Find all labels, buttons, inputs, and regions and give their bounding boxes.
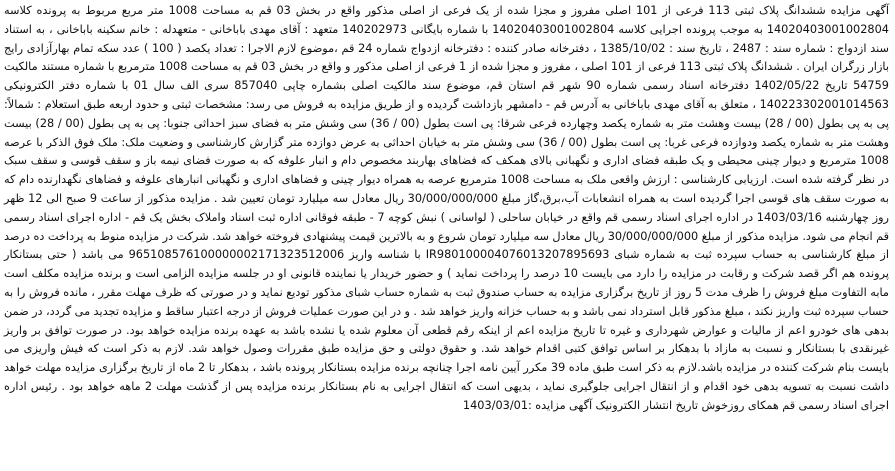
auction-notice-text: آگهی مزایده ششدانگ پلاک ثبتی 113 فرعی از 101 اصلی مفروز و مجزا شده از یک فرعی از اصلی مذکور واقع در بخش 03 قم به مساحت 1008 متر مربع مربوط به پرونده کلاسه 14020403001002804 به موجب پرونده اجرایی کلاسه 14020403001002804 با شماره بایگانی 140202973 متعهد : آقای مهدی باباخانی - متعهدله : خانم سکینه باباخانی ، به استناد سند ازدواج : شماره سند : 2487 ، تاریخ سند : 1385/10/02 ، دفترخانه صادر کننده : دفترخانه ازدواج شماره 24 قم ،موضوع لازم الاجرا : تعداد یکصد ( 100 ) عدد سکه تمام بهارآزادی رایج بازار زرگران ایران . ششدانگ پلاک ثبتی 113 فرعی از 101 اصلی ، مفروز و مجزا شده از 1 فرعی از اصلی مذکور و واقع در بخش 03 قم به مساحت 1008 مترمربع با شماره مستند مالکیت 54759 تاریخ 1402/05/22 دفترخانه اسناد رسمی شماره 90 شهر قم استان قم، موضوع سند مالکیت اصلی بشماره چاپی 857040 سری الف سال 01 با شماره دفتر الکترونیکی 140223302001014563 ، متعلق به آقای مهدی باباخانی به آدرس قم - دامشهر بازداشت گردیده و از طریق مزایده به فروش می رسد: مشخصات ثبتی و حدود اربعه طبق استعلام : شمالاً: پی به پی بطول (00 / 28) بیست وهشت متر به شماره یکصد وچهارده فرعی شرقا: پی است بطول (00 / 36) سی وشش متر به فضای سبز احداثی جنوبا: پی به پی بطول (00 / 28) بیست وهشت متر به شماره یکصد ودوازده فرعی غربا: پی است بطول (00 / 36) سی وشش متر به خیابان احداثی به عرض دوازده متر گزارش کارشناسی و وضعیت ملک: ملک فوق الذکر با عرصه 1008 مترمربع و دیوار چینی محیطی و یک طبقه فضای اداری و نگهبانی بالای همکف که فضاهای بهاربند مخصوص دام و انبار علوفه که به صورت فضای نیمه باز و سقف قوسی و سقف سبک در نظر گرفته شده است. ارزیابی کارشناسی : ارزش واقعی ملک به مساحت 1008 مترمربع عرصه به همراه دیوار چینی و فضاهای اداری و نگهبانی انبارهای علوفه و فضاهای نگهدارنده دام که به صورت سقف های قوسی اجرا گردیده است به همراه انشعابات آب،برق،گاز مبلغ 30/000/000/000 ریال معادل سه میلیارد تومان تعیین شد . مزایده مذکور از ساعت 9 صبح الی 12 ظهر روز چهارشنبه 1403/03/16 در اداره اجرای اسناد رسمی قم واقع در خیابان ساحلی ( لواسانی ) نبش کوچه 7 - طبقه فوقانی اداره ثبت اسناد واملاک بخش یک قم - اداره اجرای اسناد رسمی قم انجام می شود. مزایده مذکور از مبلغ 30/000/000/000 ریال معادل سه میلیارد تومان شروع و به بالاترین قیمت پیشنهادی فروخته خواهد شد. شرکت در مزایده منوط به پرداخت ده درصد از مبلغ کارشناسی به حساب سپرده ثبت به شماره شبای IR980100004076013207895693 با شناسه واریز 965108576100000002171323512006 می باشد ( حتی بستانکار پرونده هم اگر قصد شرکت و رقابت در مزایده را دارد می بایست 10 درصد را پرداخت نماید ) و حضور خریدار یا نماینده قانونی او در جلسه مزایده الزامی است و برنده مزایده مکلف است مابه التفاوت مبلغ فروش را ظرف مدت 5 روز از تاریخ برگزاری مزایده به حساب صندوق ثبت به شماره حساب شبای مذکور تودیع نماید و در صورتی که ظرف مهلت مقرر ، مانده فروش را به حساب سپرده ثبت واریز نکند ، مبلغ مذکور قابل استرداد نمی باشد و به حساب خزانه واریز خواهد شد . و در این صورت عملیات فروش از درجه اعتبار ساقط و مزایده تجدید می گردد، در ضمن بدهی های خودرو اعم از مالیات و عوارض شهرداری و غیره تا تاریخ مزایده اعم از اینکه رقم قطعی آن معلوم شده یا نشده باشد به عهده برنده مزایده خواهد بود. در صورت توافق بر واریز غیرنقدی با بستانکار و نسبت به مازاد با بدهکار بر اساس توافق کتبی اقدام خواهد شد. و حقوق دولتی و حق مزایده طبق مقررات وصول خواهد شد. لازم به ذکر است که فیش واریزی می بایست بنام شرکت کننده در مزایده باشد.لازم به ذکر است طبق ماده 39 مکرر آیین نامه اجرا چنانچه برنده مزایده بستانکار پرونده باشد ، بدهکار تا 2 ماه از تاریخ برگزاری مزایده مهلت خواهد داشت نسبت به تسویه بدهی خود اقدام و از انتقال اجرایی جلوگیری نماید ، بدیهی است که انتقال اجرایی به نام بستانکار برنده مزایده پس از گذشت مهلت 2 ماهه خواهد بود . رئیس اداره اجرای اسناد رسمی قم همکای روزخوش تاریخ انتشار الکترونیک آگهی مزایده :1403/03/01 — [3, 4, 890, 412]
